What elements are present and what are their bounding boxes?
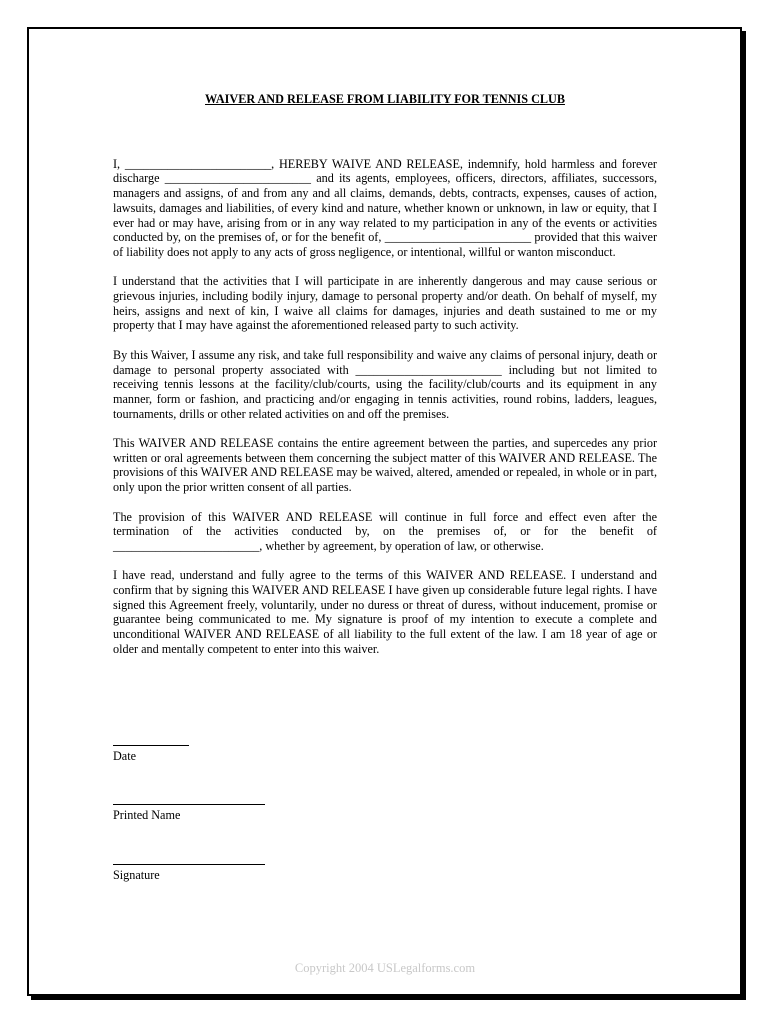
printed-name-label: Printed Name: [113, 808, 181, 822]
paragraph-acknowledgment: I have read, understand and fully agree to the terms of this WAIVER AND RELEASE. I understand and confirm that by signing this WAIVER AND RELEASE I have given up considerable future legal rights. I have signed this Agreement freely, voluntarily, under no duress or threat of duress, without inducement, promise or guarantee being communicated to me. My signature is proof of my intention to execute a complete and unconditional WAIVER AND RELEASE of all liability to the full extent of the law. I am 18 year of age or older and mentally competent to enter into this waiver.: [113, 568, 657, 656]
paragraph-assumption-of-risk: By this Waiver, I assume any risk, and take full responsibility and waive any claims of personal injury, death or damage to personal property associated with ________________________ including but not limited to receiving tennis lessons at the facility/club/courts, using the facility/club/courts and its equipment in any manner, form or fashion, and practicing and/or engaging in tennis activities, round robins, ladders, leagues, tournaments, drills or other related activities on and off the premises.: [113, 347, 657, 421]
paragraph-continuation: The provision of this WAIVER AND RELEASE will continue in full force and effect even after the termination of the activities conducted by, on the premises of, or for the benefit of ________________________, whether by agreement, by operation of law, or otherwise.: [113, 509, 657, 553]
paragraph-risk-understanding: I understand that the activities that I will participate in are inherently dangerous and may cause serious or grievous injuries, including bodily injury, damage to personal property and/or death. On behalf of myself, my heirs, assigns and next of kin, I waive all claims for damages, injuries and death sustained to me or my property that I may have against the aforementioned released party to such activity.: [113, 274, 657, 333]
printed-name-line: [113, 804, 265, 805]
date-field[interactable]: [113, 745, 189, 764]
printed-name-field[interactable]: [113, 804, 265, 823]
date-line: [113, 745, 189, 746]
paragraph-entire-agreement: This WAIVER AND RELEASE contains the entire agreement between the parties, and supercedes any prior written or oral agreements between them concerning the subject matter of this WAIVER AND RELEASE. The provisions of this WAIVER AND RELEASE may be waived, altered, amended or repealed, in whole or in part, only upon the prior written consent of all parties.: [113, 436, 657, 495]
signature-field[interactable]: [113, 864, 265, 883]
document-body: [113, 92, 657, 671]
copyright-footer: Copyright 2004 USLegalforms.com: [294, 961, 476, 975]
document-title: WAIVER AND RELEASE FROM LIABILITY FOR TENNIS CLUB: [205, 92, 565, 106]
signature-label: Signature: [113, 868, 160, 882]
paragraph-waiver: I, ________________________, HEREBY WAIVE AND RELEASE, indemnify, hold harmless and forever discharge ________________________ and its agents, employees, officers, directors, affiliates, successors, managers and assigns, of and from any and all claims, demands, debts, contracts, expenses, causes of action, lawsuits, damages and liabilities, of every kind and nature, whether known or unknown, in law or equity, that I ever had or may have, arising from or in any way related to my participation in any of the events or activities conducted by, on the premises of, or for the benefit of, ________________________ provided that this waiver of liability does not apply to any acts of gross negligence, or intentional, willful or wanton misconduct.: [113, 156, 657, 259]
signature-line: [113, 864, 265, 865]
date-label: Date: [113, 749, 137, 763]
